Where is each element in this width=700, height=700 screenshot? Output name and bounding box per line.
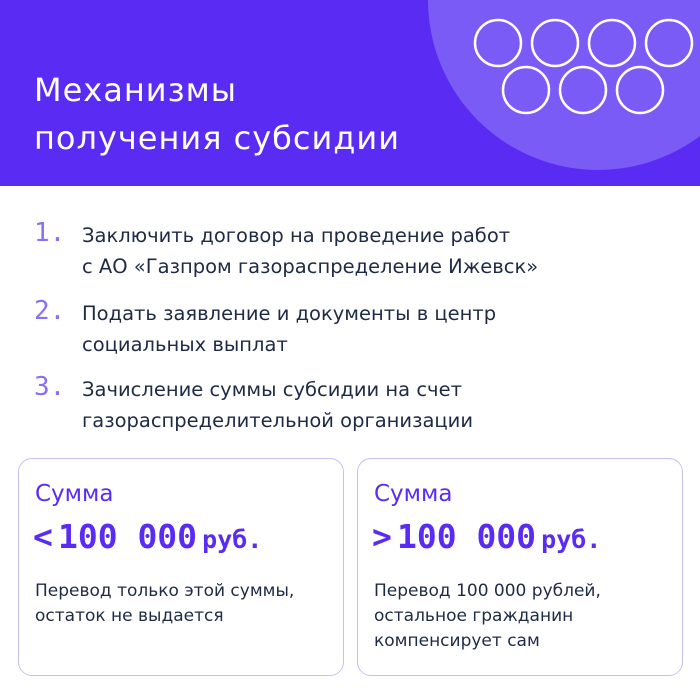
step-number: 2. bbox=[34, 296, 66, 326]
card-label: Сумма bbox=[35, 481, 114, 507]
step-number: 1. bbox=[34, 218, 66, 248]
amount-currency: руб. bbox=[541, 525, 602, 554]
step-text bbox=[82, 374, 473, 436]
card-description-line: остальное гражданин bbox=[374, 606, 574, 626]
card-description-line: остаток не выдается bbox=[35, 606, 224, 626]
card-description bbox=[35, 579, 294, 629]
step-text-line: социальных выплат bbox=[82, 333, 288, 356]
amount-value: 100 000 bbox=[57, 517, 198, 556]
title-line-1: Механизмы bbox=[34, 71, 237, 109]
amount-sign: > bbox=[372, 517, 392, 556]
step-text bbox=[82, 220, 538, 282]
page-title bbox=[34, 66, 400, 162]
step-number: 3. bbox=[34, 372, 66, 402]
card-description-line: компенсирует сам bbox=[374, 631, 540, 651]
amount-value: 100 000 bbox=[396, 517, 537, 556]
step-text-line: газораспределительной организации bbox=[82, 409, 474, 432]
amount-sign: < bbox=[33, 517, 53, 556]
step-text-line: с АО «Газпром газораспределение Ижевск» bbox=[82, 255, 539, 278]
card-description-line: Перевод 100 000 рублей, bbox=[374, 581, 601, 601]
title-line-2: получения субсидии bbox=[34, 119, 400, 157]
card-label: Сумма bbox=[374, 481, 453, 507]
step-text bbox=[82, 298, 496, 360]
step-text-line: Подать заявление и документы в центр bbox=[82, 302, 497, 325]
step-text-line: Заключить договор на проведение работ bbox=[82, 224, 511, 247]
card-description bbox=[374, 579, 601, 654]
header-banner bbox=[0, 0, 700, 186]
card-description-line: Перевод только этой суммы, bbox=[35, 581, 295, 601]
amount-card-less bbox=[18, 458, 344, 676]
step-text-line: Зачисление суммы субсидии на счет bbox=[82, 378, 462, 401]
card-amount bbox=[372, 517, 601, 556]
amount-currency: руб. bbox=[202, 525, 263, 554]
amount-card-greater bbox=[357, 458, 683, 676]
card-amount bbox=[33, 517, 262, 556]
